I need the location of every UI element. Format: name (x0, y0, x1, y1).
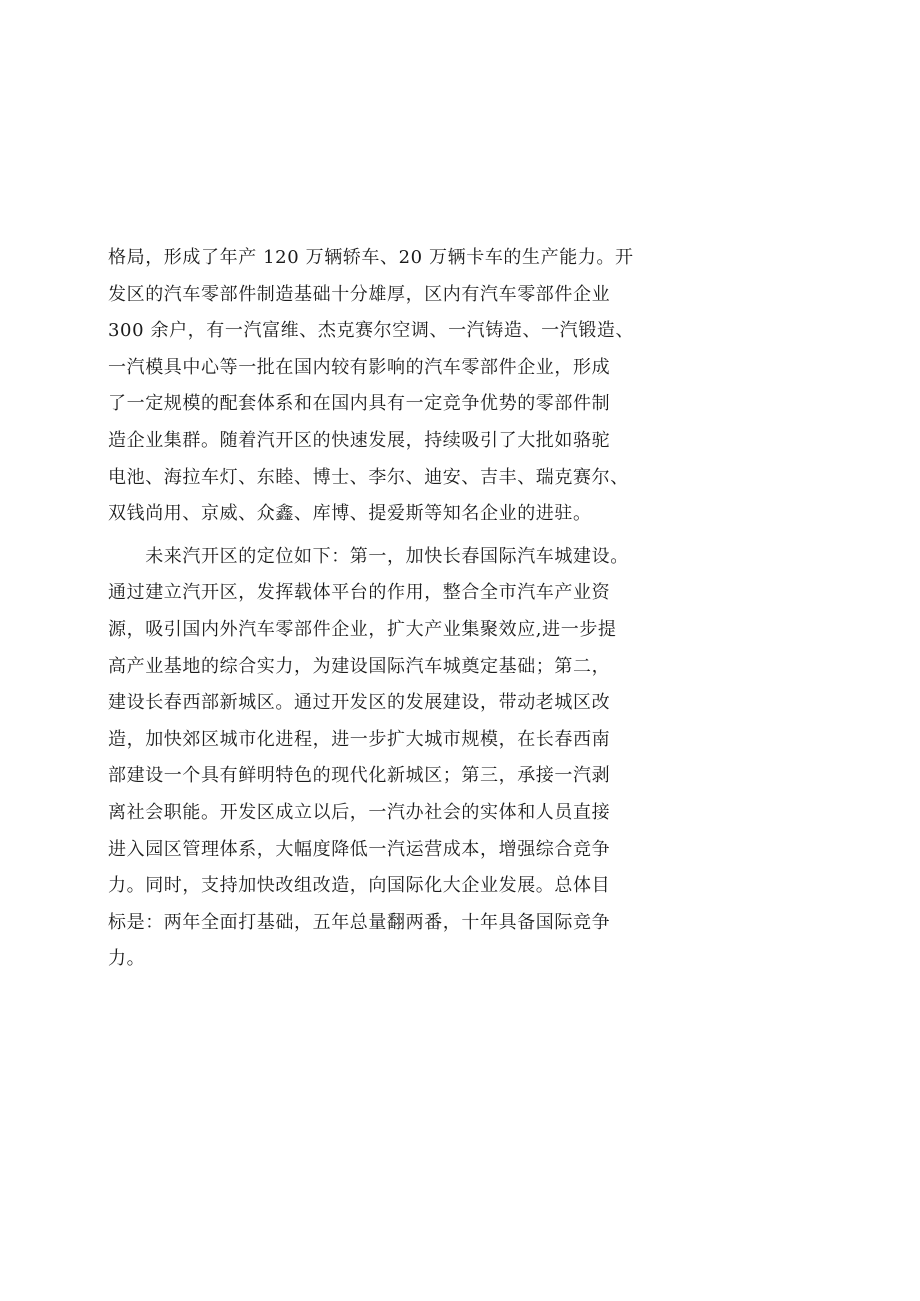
text-line: 部建设一个具有鲜明特色的现代化新城区；第三，承接一汽剥 (108, 765, 611, 787)
text-line: 进入园区管理体系，大幅度降低一汽运营成本，增强综合竞争 (108, 838, 611, 860)
text-line: 300 余户，有一汽富维、杰克赛尔空调、一汽铸造、一汽锻造、 (108, 320, 635, 342)
text-line: 造企业集群。随着汽开区的快速发展，持续吸引了大批如骆驼 (108, 429, 611, 451)
text-line: 通过建立汽开区，发挥载体平台的作用，整合全市汽车产业资 (108, 582, 611, 604)
text-line: 离社会职能。开发区成立以后，一汽办社会的实体和人员直接 (108, 801, 611, 823)
paragraph-1 (108, 240, 668, 533)
text-line: 了一定规模的配套体系和在国内具有一定竞争优势的零部件制 (108, 393, 611, 415)
text-line: 力。同时，支持加快改组改造，向国际化大企业发展。总体目 (108, 875, 611, 897)
text-line: 发区的汽车零部件制造基础十分雄厚，区内有汽车零部件企业 (108, 283, 611, 305)
text-line: 源，吸引国内外汽车零部件企业，扩大产业集聚效应,进一步提 (108, 618, 617, 640)
text-line: 标是：两年全面打基础，五年总量翻两番，十年具备国际竞争 (108, 911, 611, 933)
text-line: 力。 (108, 948, 146, 970)
text-line: 建设长春西部新城区。通过开发区的发展建设，带动老城区改 (108, 692, 611, 714)
text-line: 高产业基地的综合实力，为建设国际汽车城奠定基础；第二， (108, 655, 611, 677)
text-line: 格局，形成了年产 120 万辆轿车、20 万辆卡车的生产能力。开 (108, 247, 634, 268)
text-line: 电池、海拉车灯、东睦、博士、李尔、迪安、吉丰、瑞克赛尔、 (108, 466, 629, 488)
text-line: 双钱尚用、京威、众鑫、库博、提爱斯等知名企业的进驻。 (108, 503, 592, 525)
text-line: 未来汽开区的定位如下：第一，加快长春国际汽车城建设。 (108, 545, 629, 567)
text-line: 一汽模具中心等一批在国内较有影响的汽车零部件企业，形成 (108, 356, 611, 378)
text-line: 造，加快郊区城市化进程，进一步扩大城市规模，在长春西南 (108, 728, 611, 750)
paragraph-2 (108, 539, 668, 978)
body-text (108, 240, 668, 978)
